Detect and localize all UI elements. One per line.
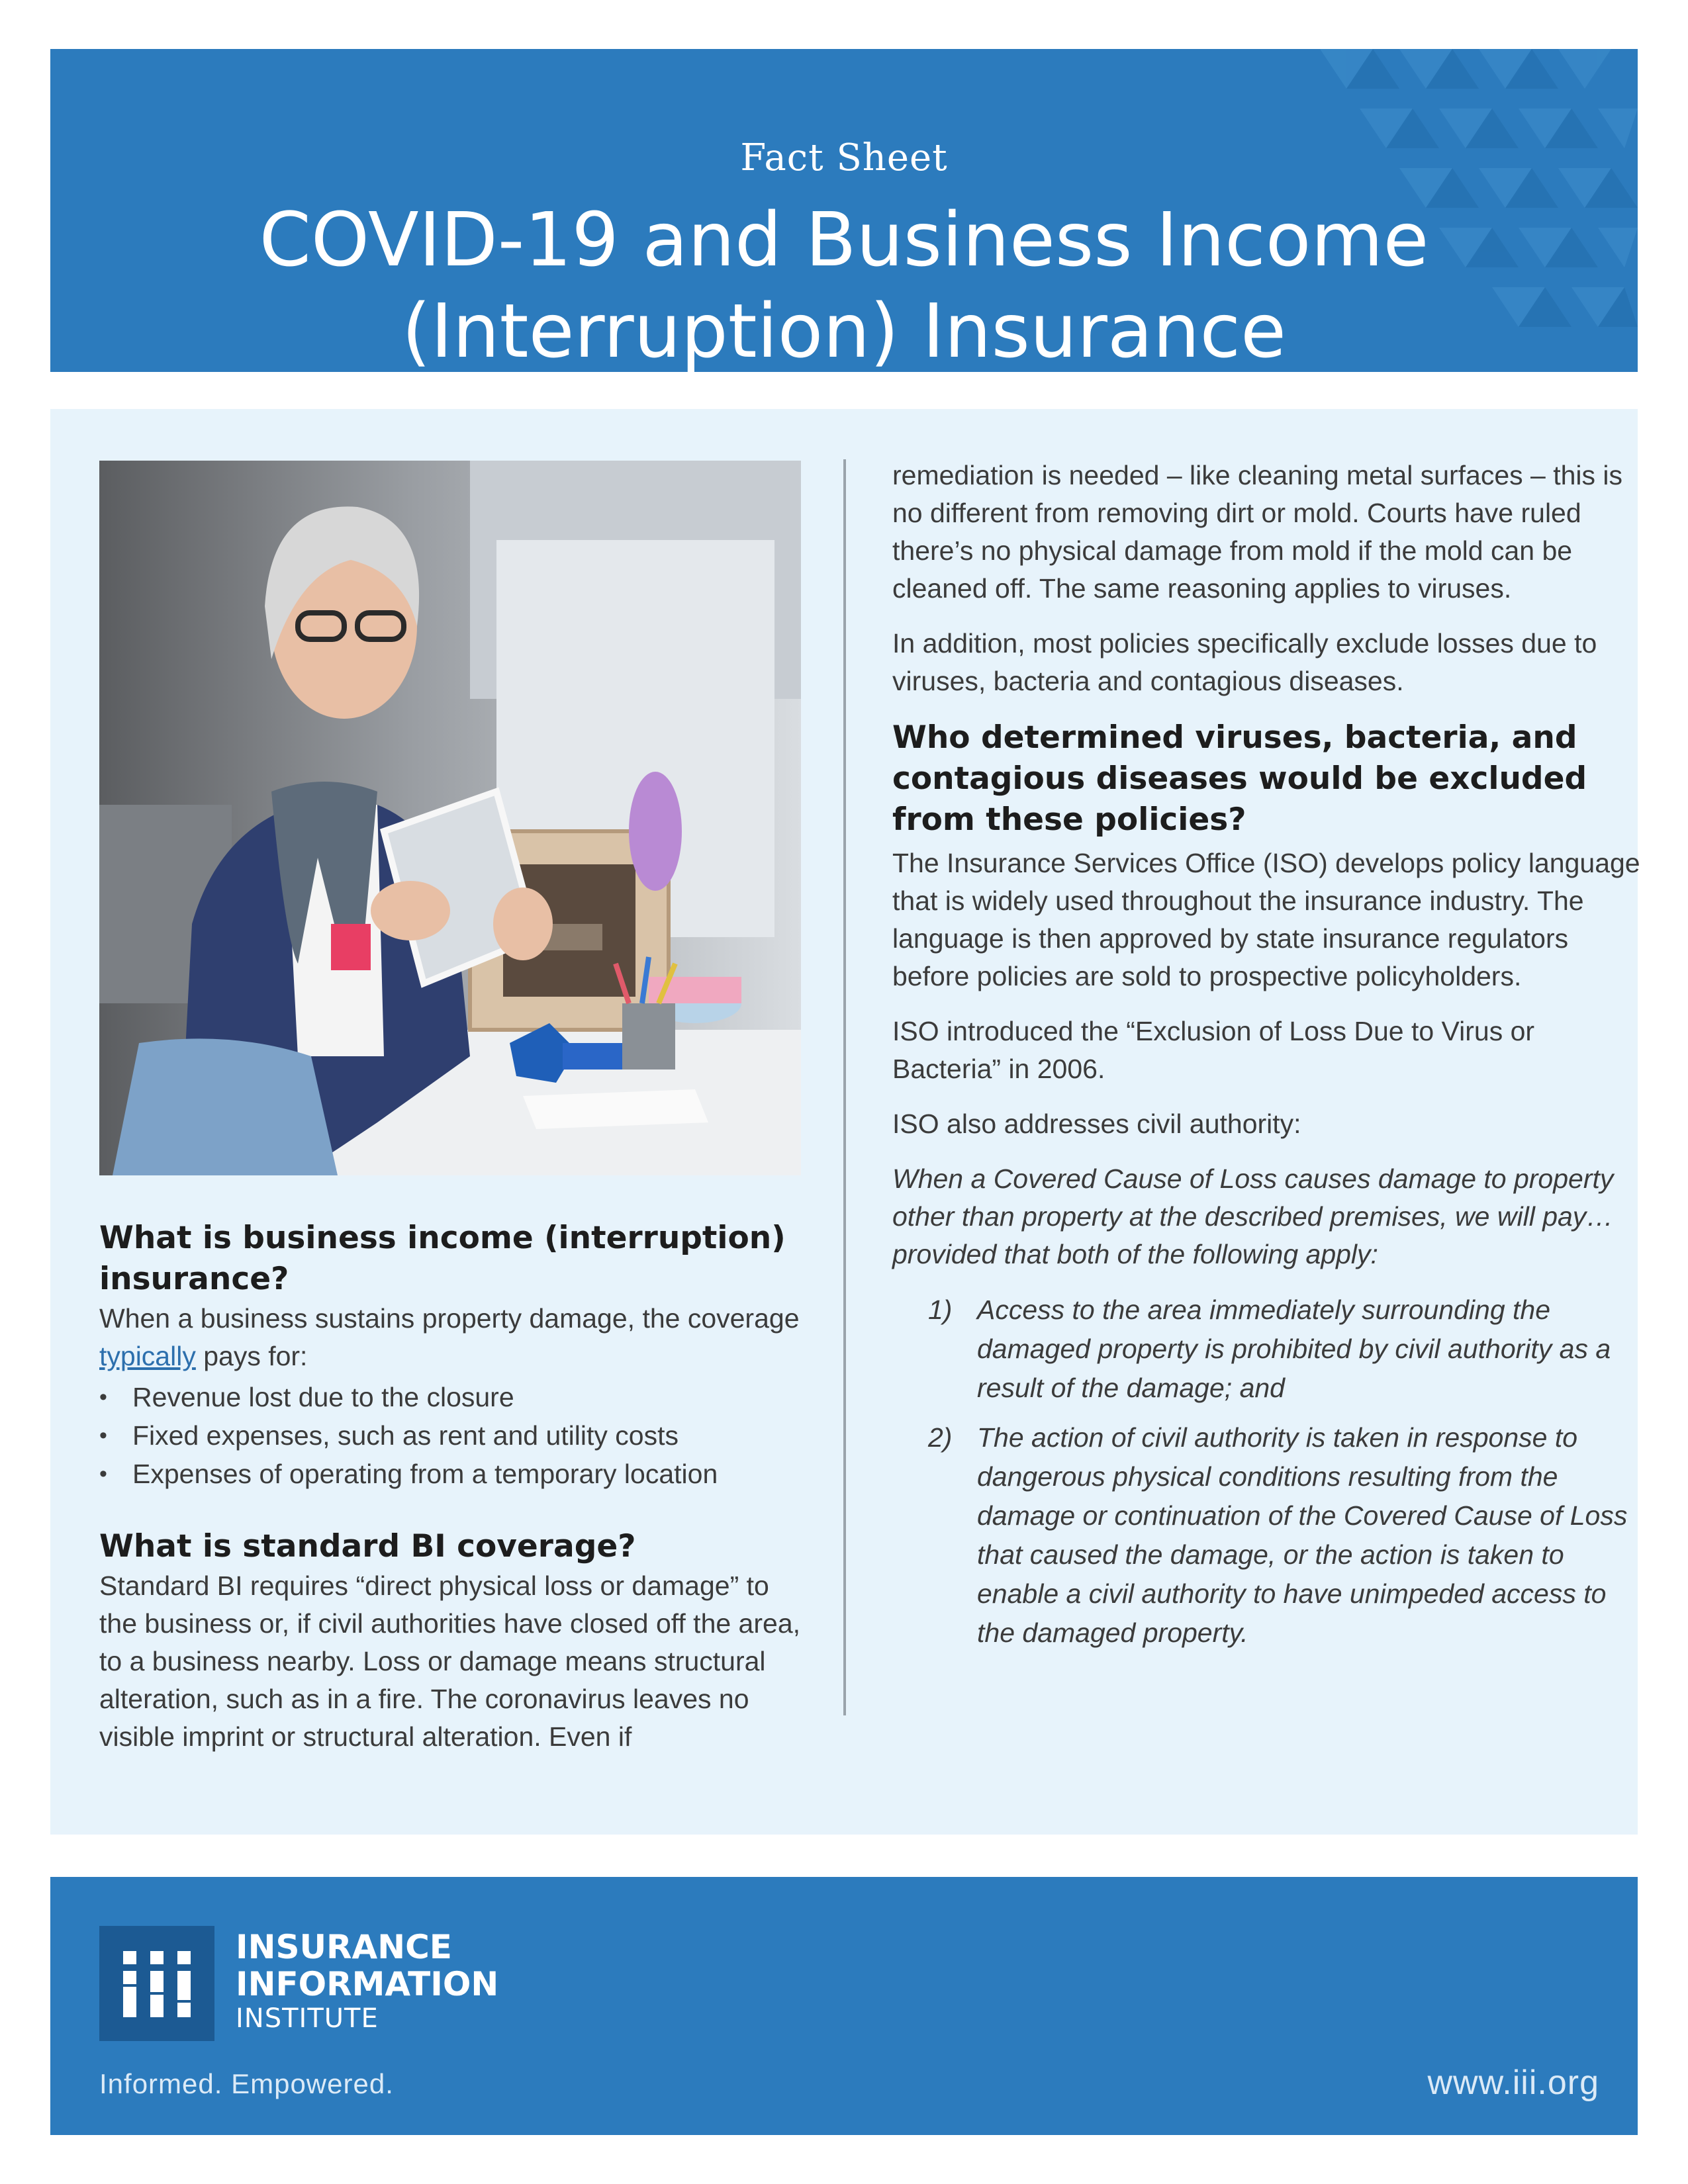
iso-paragraph: The Insurance Services Office (ISO) develops policy language that is widely used throughout the insurance industry. The language is then approved by state insurance regulators before policies are sold to prospective policyholders. (892, 848, 1640, 991)
heading-standard-bi-coverage: What is standard BI coverage? (99, 1528, 636, 1565)
heading-what-is-bi-insurance: What is business income (interruption) insurance? (99, 1220, 786, 1297)
typically-link[interactable]: typically (99, 1341, 196, 1371)
iso-2006-paragraph: ISO introduced the “Exclusion of Loss Due to Virus or Bacteria” in 2006. (892, 1016, 1535, 1084)
policy-quote (892, 1160, 1647, 1653)
list-item: • Expenses of operating from a temporary location (99, 1455, 801, 1493)
page-title-line-1: COVID-19 and Business Income (259, 197, 1429, 283)
list-item (892, 1291, 1647, 1408)
list-item-text: The action of civil authority is taken in response to dangerous physical conditions resulting from the damage or continuation of the Covered Cause of Loss that caused the damage, or the action is taken to enable a civil authority to have unimpeded access to the damaged property. (977, 1422, 1628, 1648)
coverage-bullet-list (99, 1378, 801, 1493)
page-title-line-2: (Interruption) Insurance (401, 289, 1287, 372)
footer-banner (50, 1877, 1638, 2135)
page-title (50, 195, 1638, 372)
iii-logo-icon (99, 1926, 214, 2041)
logo-line-institute: INSTITUTE (236, 2003, 379, 2034)
left-column (99, 461, 801, 1773)
iii-logo-mark (99, 1926, 214, 2041)
logo-line-insurance: INSURANCE (236, 1928, 452, 1966)
standard-bi-paragraph: Standard BI requires “direct physical loss or damage” to the business or, if civil authorities have closed off the area, to a business nearby. Loss or damage means structural alteration, such as in a fire. The coronavirus leaves no visible imprint or structural alteration. Even if (99, 1570, 801, 1752)
list-item: • Fixed expenses, such as rent and utility costs (99, 1416, 801, 1455)
list-item-number: 2) (928, 1422, 953, 1453)
logo-line-information: INFORMATION (236, 1965, 499, 2003)
bi-intro-text-after: pays for: (195, 1341, 308, 1371)
iii-logo-wordmark (236, 1929, 498, 2034)
bi-intro-text-before: When a business sustains property damage, the coverage (99, 1303, 800, 1334)
list-item-text: Access to the area immediately surrounding the damaged property is prohibited by civil authority as a result of the damage; and (977, 1295, 1611, 1403)
fact-sheet-kicker: Fact Sheet (740, 136, 948, 179)
woman-with-tablet-photo (99, 461, 801, 1175)
civil-authority-paragraph: ISO also addresses civil authority: (892, 1109, 1301, 1139)
website-link[interactable]: www.iii.org (1427, 2064, 1599, 2102)
heading-who-determined-exclusions: Who determined viruses, bacteria, and contagious diseases would be excluded from these policies? (892, 719, 1587, 838)
exclusion-paragraph: In addition, most policies specifically exclude losses due to viruses, bacteria and contagious diseases. (892, 628, 1597, 696)
right-column (892, 457, 1647, 1663)
bi-insurance-intro (99, 1300, 801, 1375)
content-panel (50, 409, 1638, 1835)
policy-conditions-list (892, 1291, 1647, 1653)
list-item (892, 1418, 1647, 1653)
header-banner (50, 49, 1638, 372)
tagline: Informed. Empowered. (99, 2068, 394, 2099)
list-item: • Revenue lost due to the closure (99, 1378, 801, 1416)
remediation-paragraph: remediation is needed – like cleaning metal surfaces – this is no different from removing dirt or mold. Courts have ruled there’s no physical damage from mold if the mold can be cleaned off. The same reasoning applies to viruses. (892, 460, 1623, 604)
column-divider (843, 459, 846, 1715)
list-item-number: 1) (928, 1295, 953, 1325)
policy-quote-text: When a Covered Cause of Loss causes damage to property other than property at the described premises, we will pay…provided that both of the following apply: (892, 1163, 1614, 1269)
